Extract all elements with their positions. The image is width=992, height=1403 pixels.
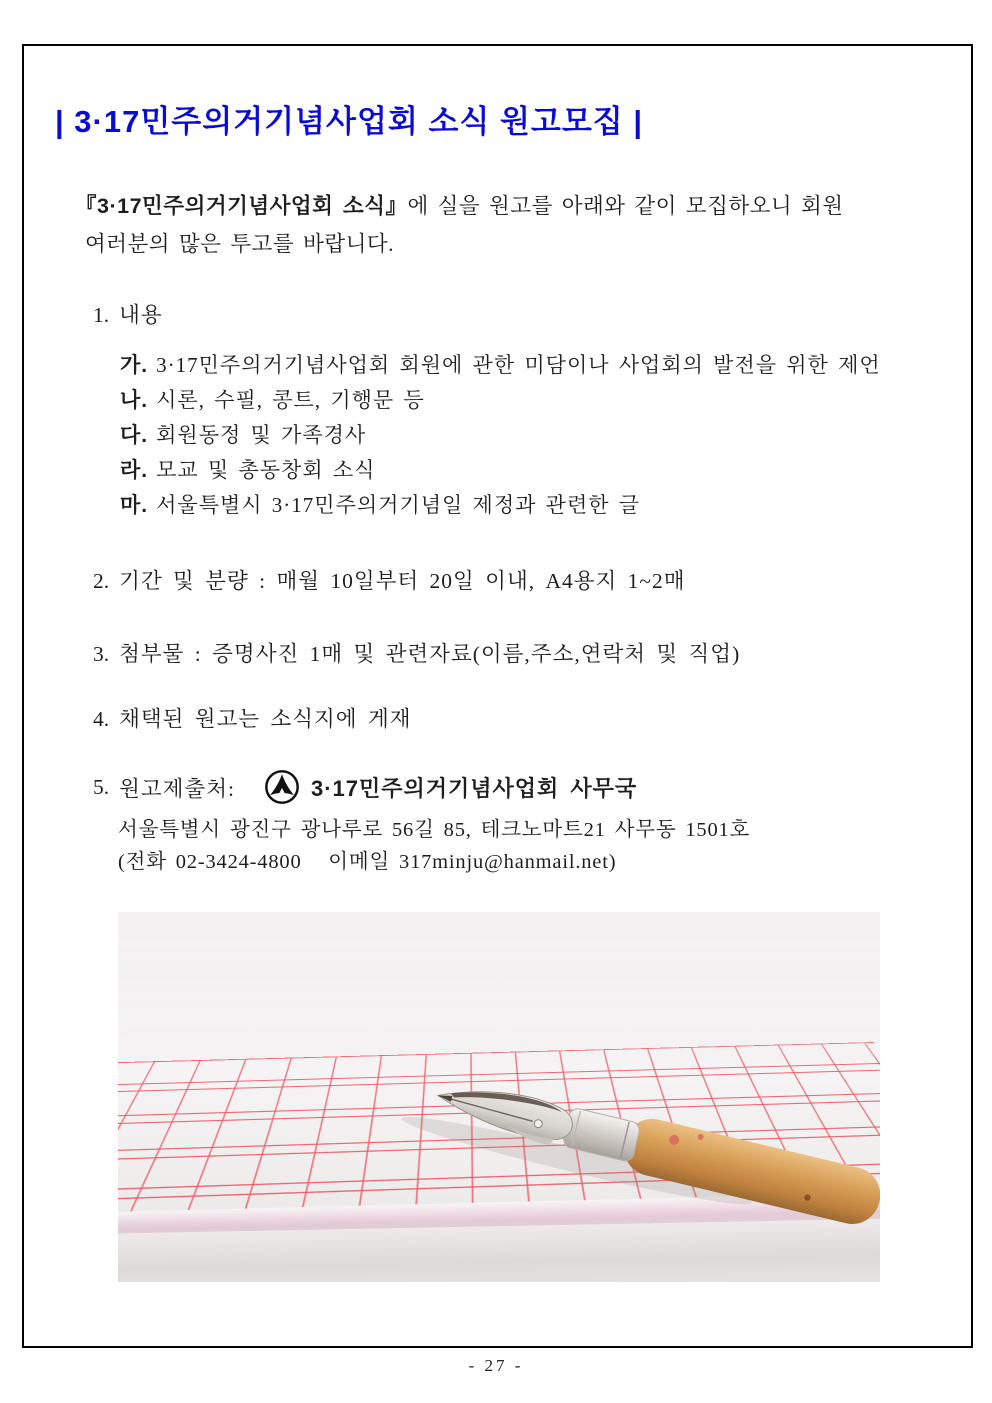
sub-item-ga (120, 348, 881, 383)
item-number: 1. (93, 303, 110, 327)
sub-item-text: 모교 및 총동창회 소식 (156, 458, 376, 482)
sub-item-label: 나. (120, 389, 149, 412)
page-number: - 27 - (468, 1356, 524, 1375)
sub-item-label: 마. (120, 494, 149, 517)
intro-paragraph (75, 187, 935, 263)
sub-item-label: 다. (120, 424, 149, 447)
pen-photo (118, 912, 880, 1282)
page-title: | 3·17민주의거기념사업회 소식 원고모집 | (55, 104, 644, 139)
sub-item-ra (120, 453, 881, 488)
item-text: 내용 (119, 303, 163, 327)
item-number: 4. (93, 707, 110, 731)
intro-bold-title: 『3·17민주의거기념사업회 소식』 (75, 194, 408, 218)
item-text: 채택된 원고는 소식지에 게재 (119, 707, 412, 731)
item-number: 2. (93, 569, 110, 593)
sub-item-text: 3·17민주의거기념사업회 회원에 관한 미담이나 사업회의 발전을 위한 제언 (156, 353, 881, 377)
list-item-3 (93, 637, 740, 668)
sub-item-label: 라. (120, 459, 149, 482)
sub-item-ma (120, 488, 881, 523)
sub-item-list (120, 348, 881, 523)
item-number: 5. (93, 774, 110, 799)
item-text: 기간 및 분량 : 매월 10일부터 20일 이내, A4용지 1~2매 (119, 569, 686, 593)
intro-text-line1: 에 실을 원고를 아래와 같이 모집하오니 회원 (407, 194, 844, 218)
sub-item-text: 서울특별시 3·17민주의거기념일 제정과 관련한 글 (156, 493, 641, 517)
list-item-1 (93, 298, 163, 329)
dip-pen-icon (118, 912, 880, 1282)
list-item-4 (93, 702, 411, 733)
item-text: 첨부물 : 증명사진 1매 및 관련자료(이름,주소,연락처 및 직업) (119, 642, 741, 666)
submission-label: 원고제출처: (119, 776, 235, 801)
sub-item-text: 시론, 수필, 콩트, 기행문 등 (156, 388, 425, 412)
intro-text-line2: 여러분의 많은 투고를 바랍니다. (85, 232, 394, 256)
submission-address: 서울특별시 광진구 광나루로 56길 85, 테크노마트21 사무동 1501호 (118, 819, 751, 841)
sub-item-da (120, 418, 881, 453)
sub-item-na (120, 383, 881, 418)
sub-item-label: 가. (120, 354, 149, 377)
list-item-5 (93, 768, 637, 806)
sub-item-text: 회원동정 및 가족경사 (156, 423, 367, 447)
organization-name: 3·17민주의거기념사업회 사무국 (310, 775, 638, 801)
item-number: 3. (93, 642, 110, 666)
org-emblem-icon (263, 768, 301, 806)
submission-contact: (전화 02-3424-4800 이메일 317minju@hanmail.net) (118, 851, 617, 873)
list-item-2 (93, 564, 686, 595)
